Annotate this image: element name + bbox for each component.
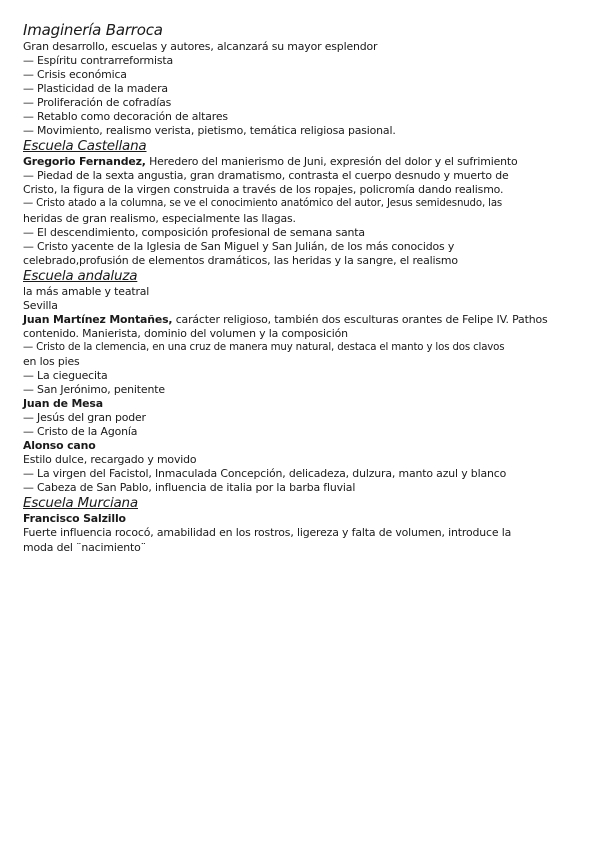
barroca-intro: Gran desarrollo, escuelas y autores, alcanzará su mayor esplendor	[23, 40, 378, 53]
work-cristo-atado-cont: heridas de gran realismo, especialmente las llagas.	[23, 211, 296, 225]
barroca-item: — Plasticidad de la madera	[23, 82, 168, 96]
work-cristo-yacente: — Cristo yacente de la Iglesia de San Miguel y San Julián, de los más conocidos y	[23, 239, 455, 253]
author-juan-de-mesa: Juan de Mesa	[23, 397, 103, 411]
author-francisco-salzillo: Francisco Salzillo	[23, 512, 126, 526]
montanes-line	[23, 313, 579, 327]
document-body	[23, 21, 579, 555]
heading-escuela-murciana: Escuela Murciana	[23, 495, 138, 512]
work-virgen-facistol: — La virgen del Facistol, Inmaculada Concepción, delicadeza, dulzura, manto azul y blanco	[23, 467, 507, 481]
author-name: Juan Martínez Montañes,	[23, 312, 173, 326]
author-alonso-cano: Alonso cano	[23, 439, 96, 453]
work-cristo-agonia: — Cristo de la Agonía	[23, 425, 138, 439]
montanes-line-cont: contenido. Manierista, dominio del volumen y la composición	[23, 326, 348, 340]
castellana-author-line	[23, 155, 579, 169]
barroca-item: — Espíritu contrarreformista	[23, 54, 174, 68]
work-san-jeronimo: — San Jerónimo, penitente	[23, 383, 165, 397]
salzillo-description: Fuerte influencia rococó, amabilidad en los rostros, ligereza y falta de volumen, introduce la	[23, 526, 512, 540]
author-description: Heredero del manierismo de Juni, expresión del dolor y el sufrimiento	[145, 155, 518, 169]
work-cristo-yacente-cont: celebrado,profusión de elementos dramáticos, las heridas y la sangre, el realismo	[23, 253, 458, 267]
barroca-item: — Proliferación de cofradías	[23, 96, 172, 110]
heading-imagineria-barroca: Imaginería Barroca	[23, 21, 163, 39]
work-cristo-atado: — Cristo atado a la columna, se ve el conocimiento anatómico del autor, Jesus semidesnudo, las	[23, 198, 503, 210]
barroca-item: — Movimiento, realismo verista, pietismo, temática religiosa pasional.	[23, 124, 396, 138]
cano-style: Estilo dulce, recargado y movido	[23, 453, 197, 467]
andaluza-city: Sevilla	[23, 298, 58, 312]
work-cieguecita: — La cieguecita	[23, 368, 108, 382]
author-name: Gregorio Fernandez,	[23, 155, 146, 169]
salzillo-description-cont: moda del ¨nacimiento¨	[23, 540, 146, 554]
heading-escuela-andaluza: Escuela andaluza	[23, 267, 138, 284]
barroca-item: — Crisis económica	[23, 68, 127, 82]
work-cabeza-san-pablo: — Cabeza de San Pablo, influencia de italia por la barba fluvial	[23, 481, 356, 495]
andaluza-subtitle: la más amable y teatral	[23, 284, 150, 298]
work-descendimiento: — El descendimiento, composición profesional de semana santa	[23, 225, 365, 239]
work-jesus-gran-poder: — Jesús del gran poder	[23, 411, 146, 425]
barroca-item: — Retablo como decoración de altares	[23, 110, 228, 124]
work-cristo-clemencia-cont: en los pies	[23, 354, 80, 368]
work-piedad-cont: Cristo, la figura de la virgen construida a través de los ropajes, policromía dando realismo.	[23, 183, 504, 197]
author-description: carácter religioso, también dos esculturas orantes de Felipe IV. Pathos	[172, 312, 548, 326]
work-cristo-clemencia: — Cristo de la clemencia, en una cruz de manera muy natural, destaca el manto y los dos clavos	[23, 341, 505, 353]
work-piedad: — Piedad de la sexta angustia, gran dramatismo, contrasta el cuerpo desnudo y muerto de	[23, 169, 509, 183]
heading-escuela-castellana: Escuela Castellana	[23, 138, 147, 155]
